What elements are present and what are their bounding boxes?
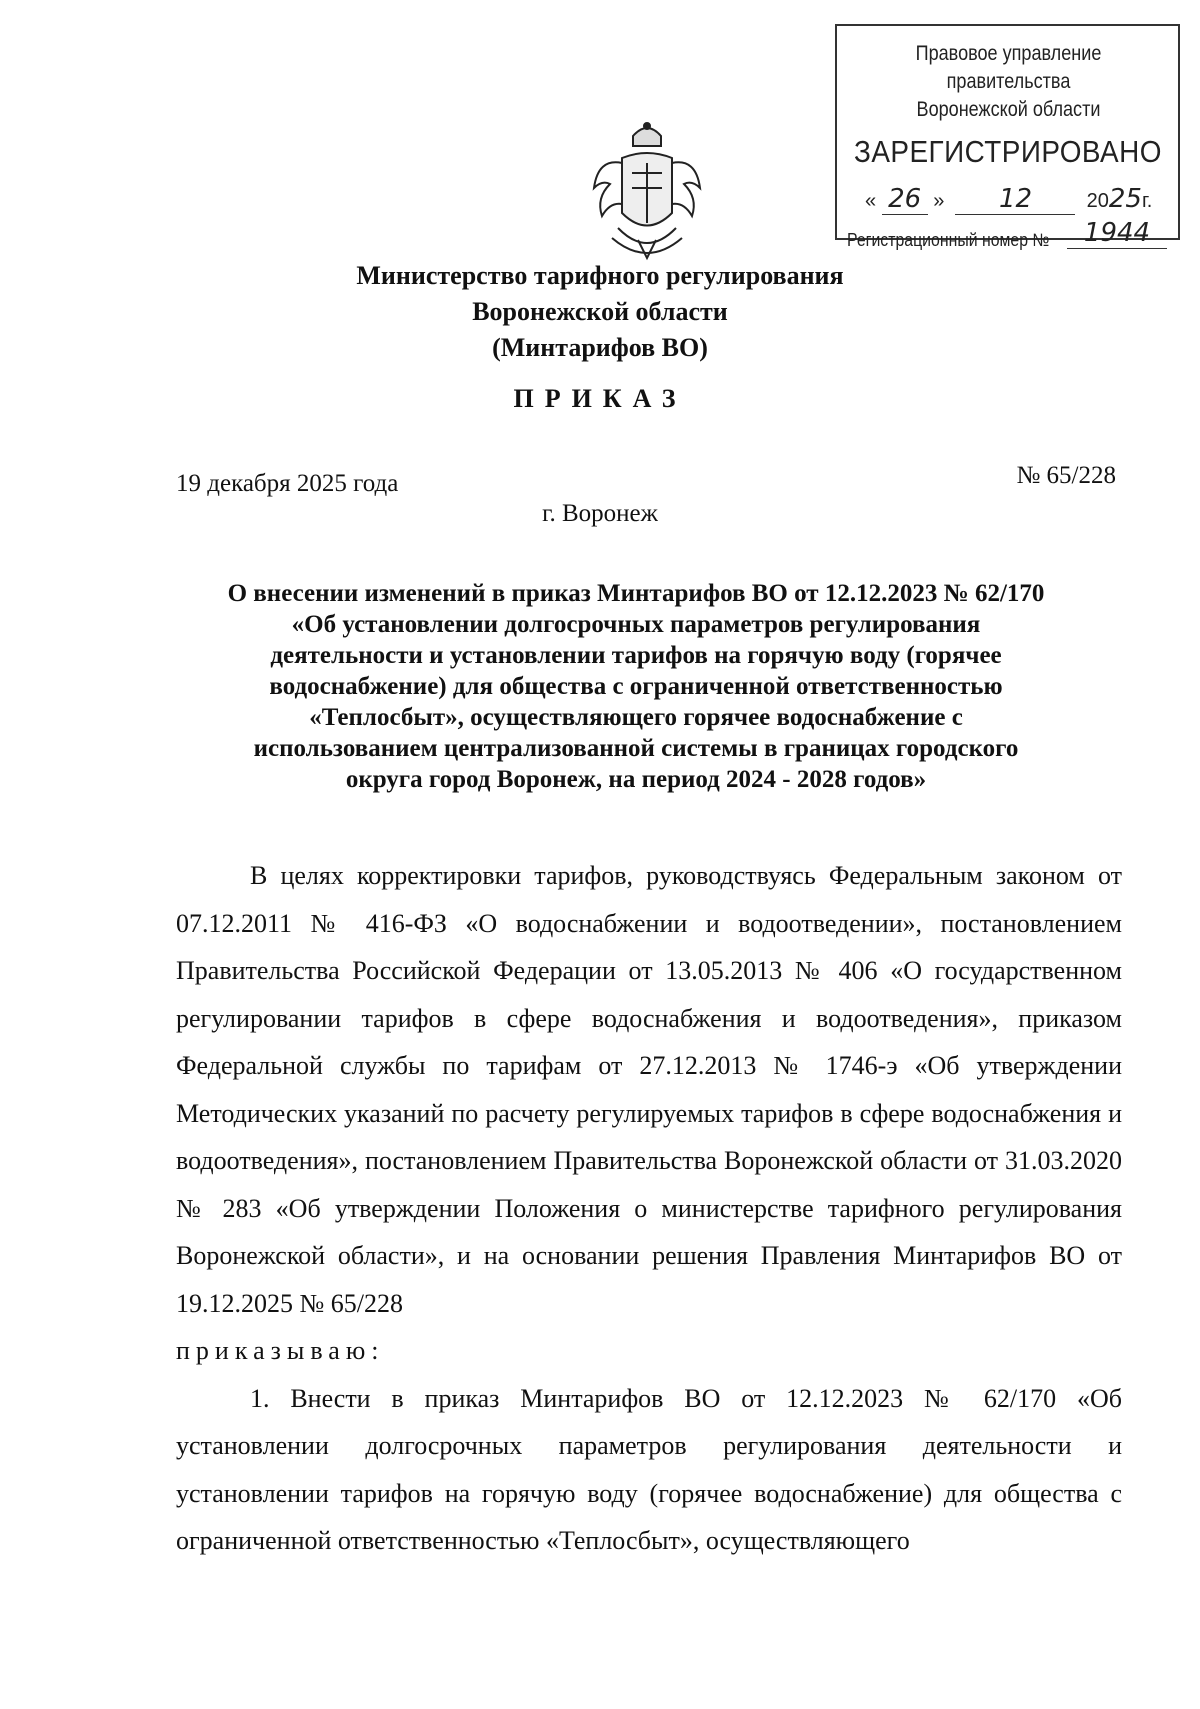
stamp-organization: Правовое управление правительства Воронежской области (915, 42, 1102, 121)
stamp-month: 12 (955, 184, 1075, 215)
ministry-name-line2: Воронежской области (472, 297, 728, 326)
document-subject: О внесении изменений в приказ Минтарифов ВО от 12.12.2023 № 62/170 «Об установлении долгосрочных параметров регулирования деятельности и установлении тарифов на горячую воду (горячее водоснабжение) для общества с ограниченной ответственностью «Теплосбыт», осуществляющего горячее водоснабжение с использованием централизованной системы в границах городского округа город Воронеж, на период 2024 - 2028 годов» (227, 580, 1045, 793)
stamp-year-prefix: 20 (1086, 190, 1109, 212)
document-number: № 65/228 (1016, 462, 1116, 489)
stamp-year-suffix: 25 (1108, 184, 1142, 214)
stamp-registered: ЗАРЕГИСТРИРОВАНО (854, 134, 1162, 169)
ministry-header (0, 258, 1200, 366)
preamble-paragraph: В целях корректировки тарифов, руководствуясь Федеральным законом от 07.12.2011 № 416-ФЗ «О водоснабжении и водоотведении», постановлением Правительства Российской Федерации от 13.05.2013 № 406 «О государственном регулировании тарифов в сфере водоснабжения и водоотведения», приказом Федеральной службы по тарифам от 27.12.2013 № 1746-э «Об утверждении Методических указаний по расчету регулируемых тарифов в сфере водоснабжения и водоотведения», постановлением Правительства Воронежской области от 31.03.2020 № 283 «Об утверждении Положения о министерстве тарифного регулирования Воронежской области», и на основании решения Правления Минтарифов ВО от 19.12.2025 № 65/228 (176, 861, 1122, 1318)
document-date: 19 декабря 2025 года (176, 470, 399, 497)
registration-stamp (835, 24, 1180, 250)
document-type: ПРИКАЗ (513, 384, 687, 413)
document-city: г. Воронеж (542, 500, 658, 527)
stamp-reg-number: 1944 (1067, 218, 1167, 249)
item-1-paragraph: 1. Внести в приказ Минтарифов ВО от 12.12.2023 № 62/170 «Об установлении долгосрочных параметров регулирования деятельности и установлении тарифов на горячую воду (горячее водоснабжение) для общества с ограниченной ответственностью «Теплосбыт», осуществляющего (176, 1383, 1122, 1555)
ministry-name-line1: Министерство тарифного регулирования (356, 261, 844, 290)
order-word: приказываю: (176, 1336, 385, 1365)
ministry-abbreviation: (Минтарифов ВО) (492, 333, 708, 362)
stamp-reg-number-label: Регистрационный номер № (847, 230, 1050, 250)
stamp-date: « 26 » 12 2025г. (865, 184, 1153, 214)
coat-of-arms-icon (588, 118, 706, 268)
stamp-year-unit: г. (1141, 190, 1153, 212)
stamp-day: 26 (882, 184, 928, 215)
document-body (176, 852, 1122, 1565)
